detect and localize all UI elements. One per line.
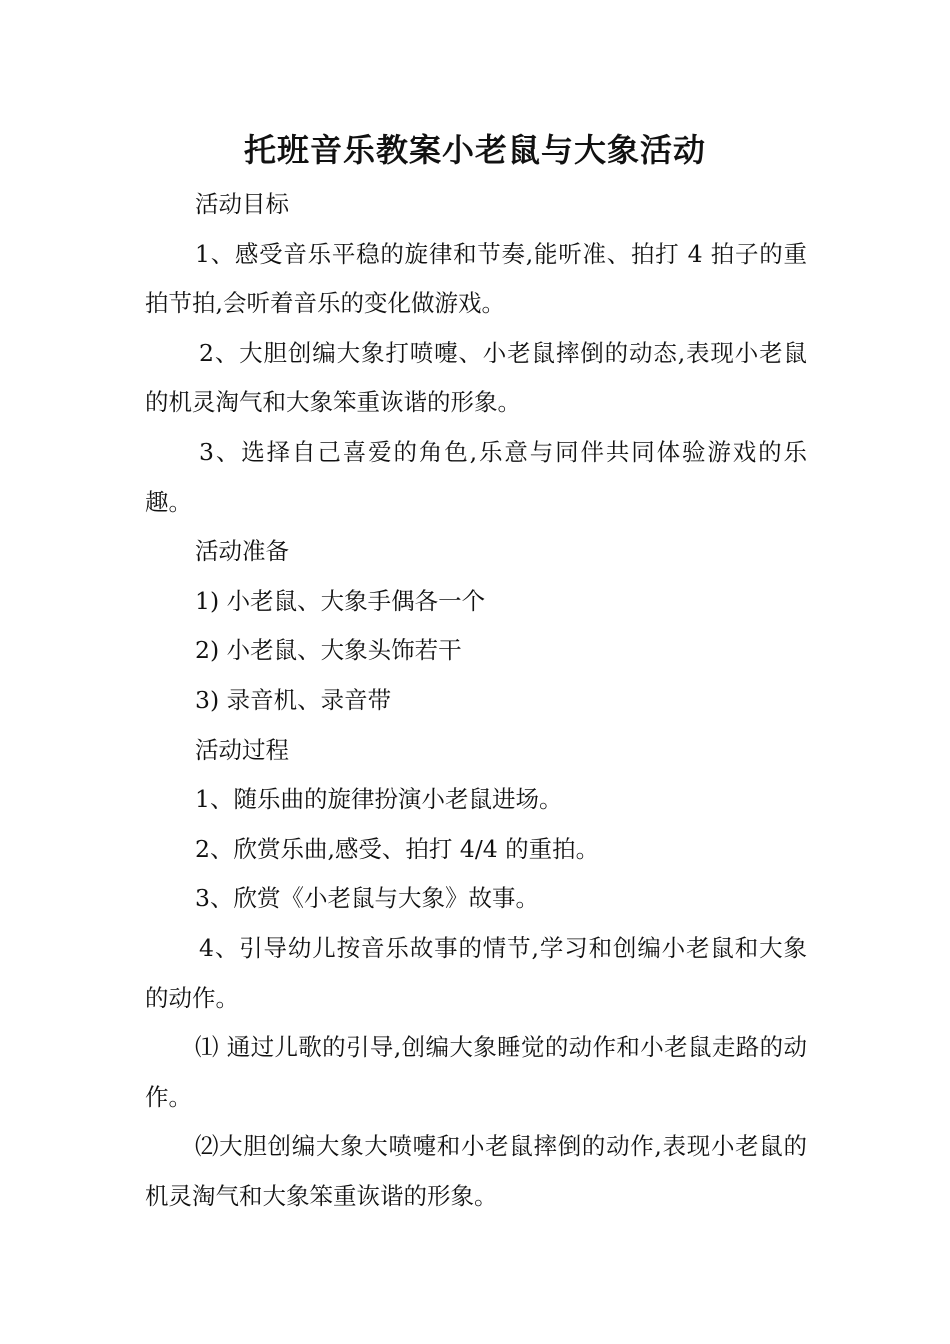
prep-item-2: 2) 小老鼠、大象头饰若干 <box>195 636 462 665</box>
process-item-1: 1、随乐曲的旋律扮演小老鼠进场。 <box>195 785 563 814</box>
section-heading-preparation: 活动准备 <box>195 537 289 566</box>
prep-item-3: 3) 录音机、录音带 <box>195 685 392 714</box>
prep-item-1: 1) 小老鼠、大象手偶各一个 <box>195 586 486 615</box>
process-item-2: 2、欣赏乐曲,感受、拍打 4/4 的重拍。 <box>195 834 600 863</box>
document-body <box>145 180 807 1221</box>
document-title: 托班音乐教案小老鼠与大象活动 <box>243 131 706 169</box>
process-item-3: 3、欣赏《小老鼠与大象》故事。 <box>195 884 539 913</box>
process-subitem-1: ⑴ 通过儿歌的引导,创编大象睡觉的动作和小老鼠走路的动作。 <box>145 1033 807 1111</box>
goal-item-1: 1、感受音乐平稳的旋律和节奏,能听准、拍打 4 拍子的重拍节拍,会听着音乐的变化做游戏。 <box>145 239 807 318</box>
section-heading-goals: 活动目标 <box>195 190 289 218</box>
process-item-4: 4、引导幼儿按音乐故事的情节,学习和创编小老鼠和大象的动作。 <box>145 933 807 1012</box>
goal-item-3: 3、选择自己喜爱的角色,乐意与同伴共同体验游戏的乐趣。 <box>145 437 807 516</box>
goal-item-2: 2、大胆创编大象打喷嚏、小老鼠摔倒的动态,表现小老鼠的机灵淘气和大象笨重诙谐的形象。 <box>145 338 807 417</box>
section-heading-process: 活动过程 <box>195 735 289 764</box>
process-subitem-2: ⑵大胆创编大象大喷嚏和小老鼠摔倒的动作,表现小老鼠的机灵淘气和大象笨重诙谐的形象。 <box>145 1132 807 1210</box>
